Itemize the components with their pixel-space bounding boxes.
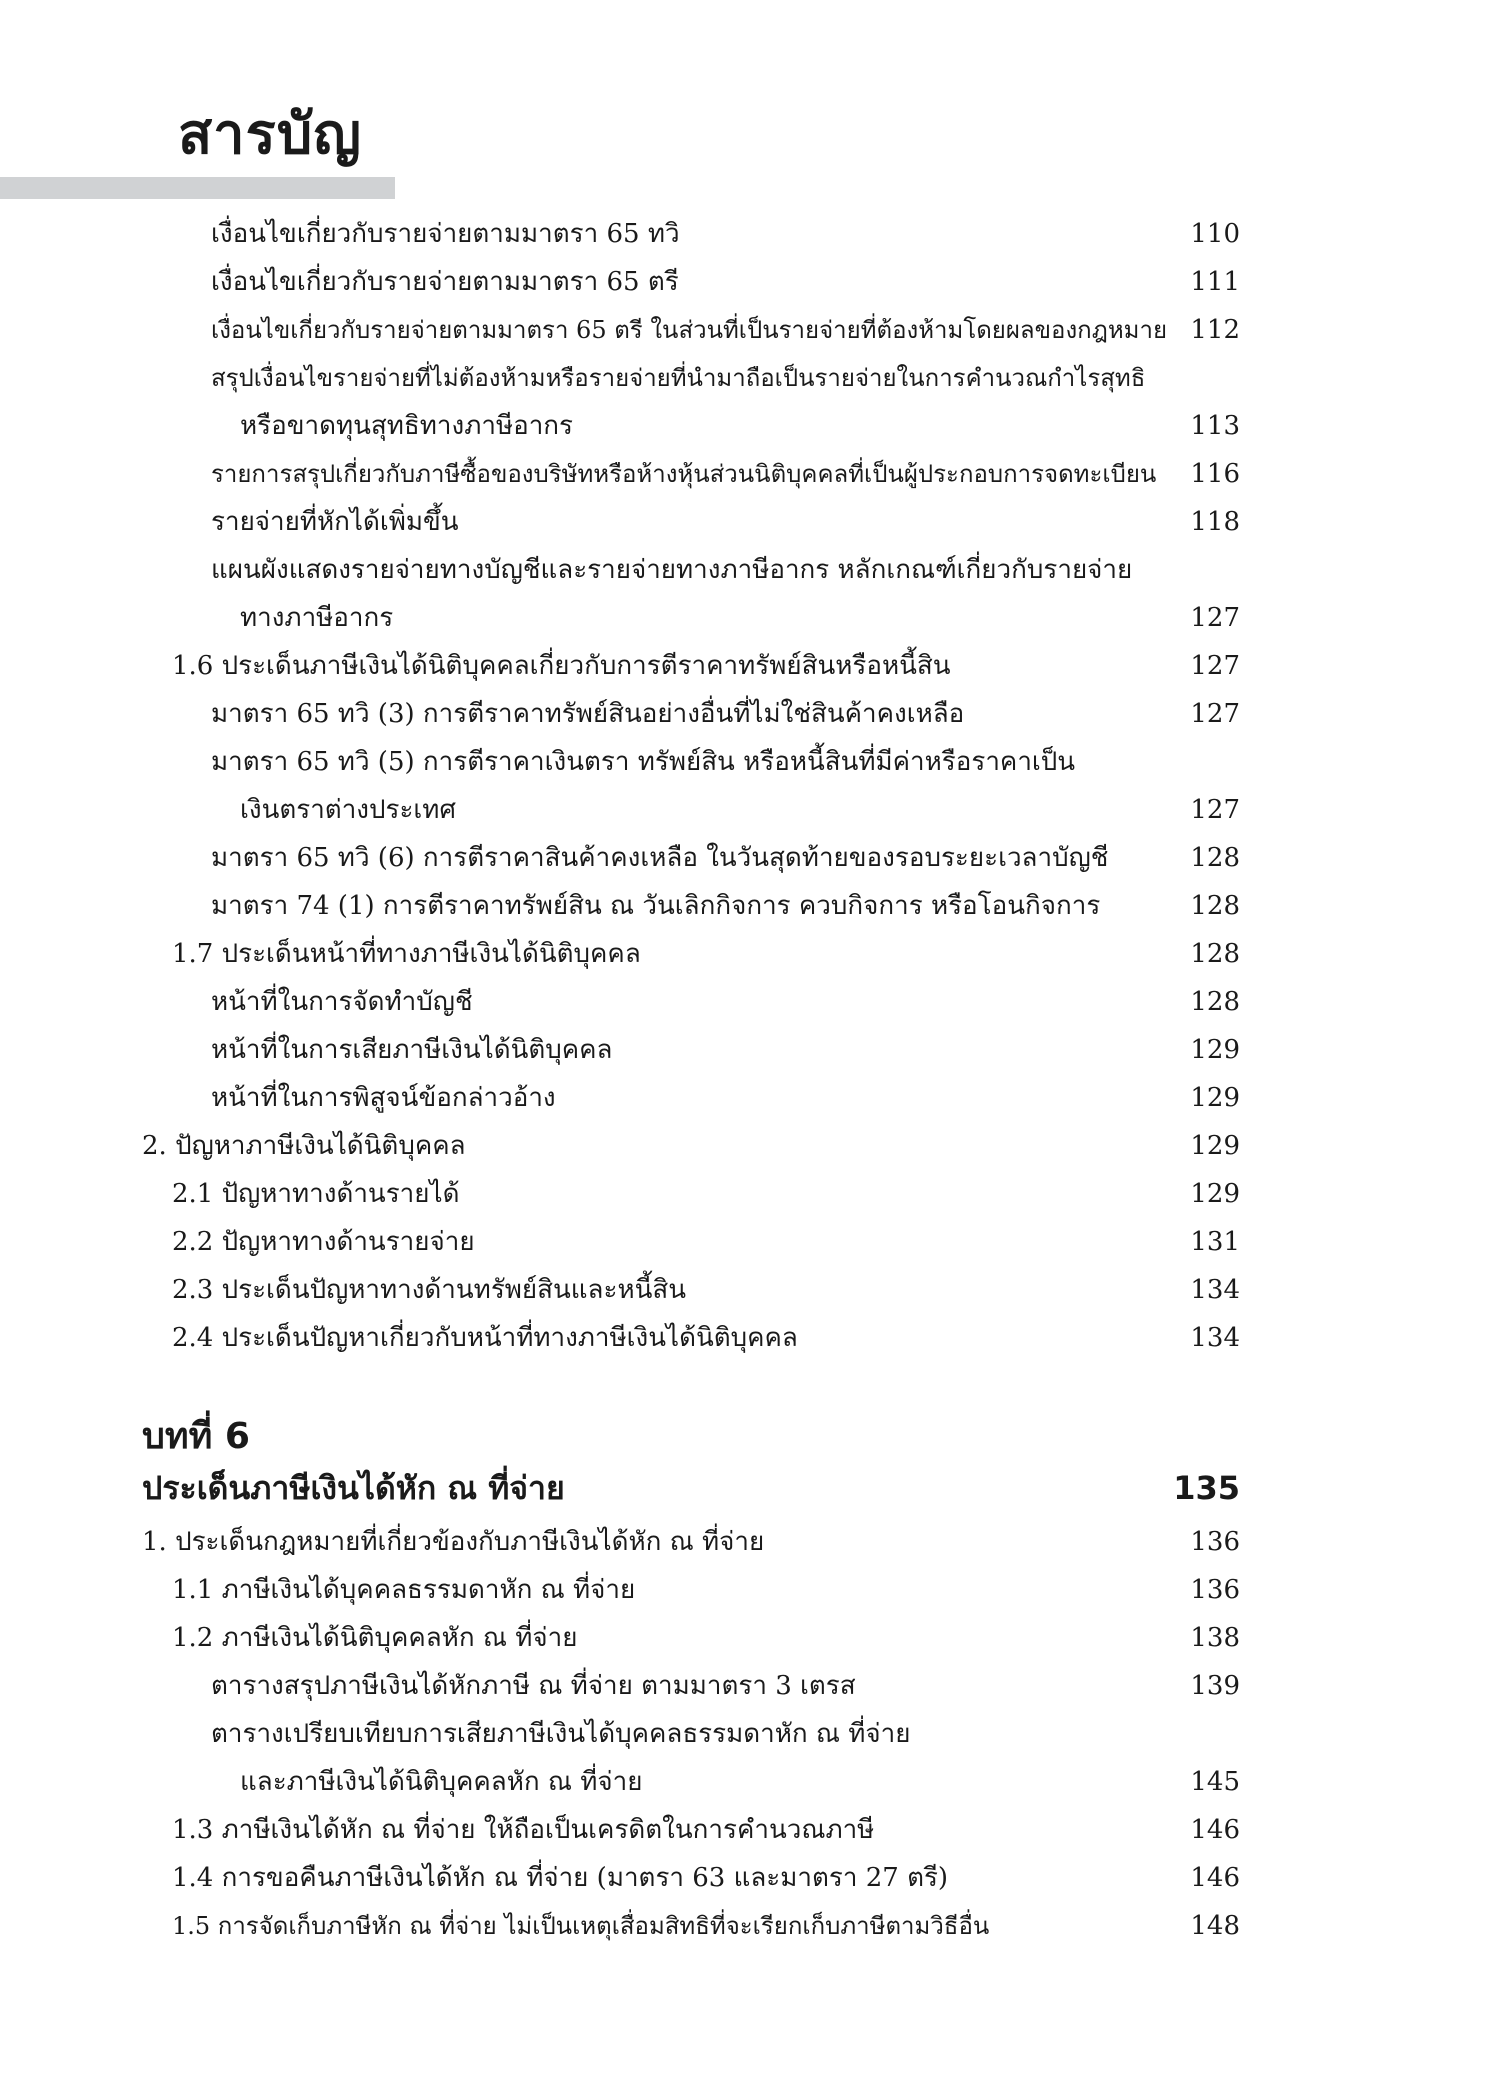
toc-entry-text: เงื่อนไขเกี่ยวกับรายจ่ายตามมาตรา 65 ตรี ในส่วนที่เป็นรายจ่ายที่ต้องห้ามโดยผลของกฎหมาย <box>211 316 1168 344</box>
toc-entry-text: 2.3 ประเด็นปัญหาทางด้านทรัพย์สินและหนี้สิน <box>172 1275 687 1305</box>
toc-entry-page: 111 <box>1190 267 1240 297</box>
toc-entry-page: 146 <box>1190 1863 1240 1893</box>
toc-entry-text: 1.4 การขอคืนภาษีเงินได้หัก ณ ที่จ่าย (มาตรา 63 และมาตรา 27 ตรี) <box>172 1863 949 1893</box>
toc-entry-text: เงื่อนไขเกี่ยวกับรายจ่ายตามมาตรา 65 ทวิ <box>211 219 680 249</box>
toc-entry-text: หน้าที่ในการจัดทำบัญชี <box>211 987 473 1017</box>
toc-entry-text: มาตรา 65 ทวิ (6) การตีราคาสินค้าคงเหลือ ในวันสุดท้ายของรอบระยะเวลาบัญชี <box>211 843 1109 873</box>
toc-entry-page: 136 <box>1190 1575 1240 1605</box>
toc-entry <box>0 1854 1504 1902</box>
toc-entry-text: มาตรา 74 (1) การตีราคาทรัพย์สิน ณ วันเลิกกิจการ ควบกิจการ หรือโอนกิจการ <box>211 891 1101 921</box>
toc-entry-page: 134 <box>1190 1323 1240 1353</box>
toc-entry-text: เงินตราต่างประเทศ <box>240 795 456 825</box>
toc-entry <box>0 1614 1504 1662</box>
toc-entry <box>0 930 1504 978</box>
toc-entry-page: 128 <box>1190 891 1240 921</box>
toc-entry-text: 1.2 ภาษีเงินได้นิติบุคคลหัก ณ ที่จ่าย <box>172 1623 578 1653</box>
toc-entry <box>0 354 1504 402</box>
toc-entry <box>0 690 1504 738</box>
toc-entry <box>0 1518 1504 1566</box>
toc-entry-page: 131 <box>1190 1227 1240 1257</box>
toc-entry <box>0 1662 1504 1710</box>
toc-entry <box>0 1074 1504 1122</box>
toc-entry-page: 128 <box>1190 939 1240 969</box>
toc-entry-page: 110 <box>1190 219 1240 249</box>
toc-entry-page: 148 <box>1190 1911 1240 1941</box>
page-title: สารบัญ <box>178 102 362 167</box>
toc-entry <box>0 882 1504 930</box>
toc-entry-page: 139 <box>1190 1671 1240 1701</box>
toc-entry-text: 1.1 ภาษีเงินได้บุคคลธรรมดาหัก ณ ที่จ่าย <box>172 1575 636 1605</box>
toc-entry-text: ตารางสรุปภาษีเงินได้หักภาษี ณ ที่จ่าย ตามมาตรา 3 เตรส <box>211 1671 856 1701</box>
toc-entry-text: มาตรา 65 ทวิ (3) การตีราคาทรัพย์สินอย่างอื่นที่ไม่ใช่สินค้าคงเหลือ <box>211 699 965 729</box>
toc-entry-text: รายการสรุปเกี่ยวกับภาษีซื้อของบริษัทหรือห้างหุ้นส่วนนิติบุคคลที่เป็นผู้ประกอบการจดทะเบียน <box>211 460 1157 488</box>
toc-entry-page: 138 <box>1190 1623 1240 1653</box>
toc-entry-text: หน้าที่ในการเสียภาษีเงินได้นิติบุคคล <box>211 1035 613 1065</box>
toc-entry <box>0 1314 1504 1362</box>
toc-entry <box>0 1710 1504 1758</box>
chapter-label: บทที่ 6 <box>142 1416 250 1457</box>
toc-entry <box>0 738 1504 786</box>
toc-entry-text: 2.4 ประเด็นปัญหาเกี่ยวกับหน้าที่ทางภาษีเงินได้นิติบุคคล <box>172 1323 798 1353</box>
toc-entry <box>0 1902 1504 1950</box>
toc-entry <box>0 1758 1504 1806</box>
toc-entry <box>0 546 1504 594</box>
toc-entry <box>0 594 1504 642</box>
chapter-heading <box>0 1462 1504 1514</box>
toc-entry-page: 128 <box>1190 987 1240 1017</box>
toc-entry-page: 129 <box>1190 1035 1240 1065</box>
toc-entry-text: 1. ประเด็นกฎหมายที่เกี่ยวข้องกับภาษีเงินได้หัก ณ ที่จ่าย <box>142 1527 765 1557</box>
toc-entry <box>0 642 1504 690</box>
toc-entry-page: 118 <box>1190 507 1240 537</box>
toc-entry-page: 127 <box>1190 651 1240 681</box>
title-underline-bar <box>0 177 395 199</box>
toc-entry-page: 127 <box>1190 699 1240 729</box>
chapter-title: ประเด็นภาษีเงินได้หัก ณ ที่จ่าย <box>142 1469 565 1507</box>
toc-entry-text: ตารางเปรียบเทียบการเสียภาษีเงินได้บุคคลธรรมดาหัก ณ ที่จ่าย <box>211 1719 911 1749</box>
toc-entry <box>0 1218 1504 1266</box>
toc-entry <box>0 306 1504 354</box>
toc-entry <box>0 978 1504 1026</box>
toc-entry-text: 1.6 ประเด็นภาษีเงินได้นิติบุคคลเกี่ยวกับการตีราคาทรัพย์สินหรือหนี้สิน <box>172 651 951 681</box>
toc-entry-text: รายจ่ายที่หักได้เพิ่มขึ้น <box>211 507 459 537</box>
toc-entry <box>0 1122 1504 1170</box>
toc-entry-text: มาตรา 65 ทวิ (5) การตีราคาเงินตรา ทรัพย์สิน หรือหนี้สินที่มีค่าหรือราคาเป็น <box>211 747 1076 777</box>
toc-entry-page: 134 <box>1190 1275 1240 1305</box>
toc-entry-text: 2.1 ปัญหาทางด้านรายได้ <box>172 1179 460 1209</box>
toc-entry-page: 112 <box>1190 315 1240 345</box>
toc-entry <box>0 1266 1504 1314</box>
toc-entry <box>0 1026 1504 1074</box>
toc-entry-page: 127 <box>1190 603 1240 633</box>
toc-entry <box>0 1170 1504 1218</box>
toc-entry-text: ทางภาษีอากร <box>240 603 394 633</box>
toc-entry-page: 146 <box>1190 1815 1240 1845</box>
toc-entry-page: 145 <box>1190 1767 1240 1797</box>
toc-entry-page: 129 <box>1190 1179 1240 1209</box>
toc-entry-text: และภาษีเงินได้นิติบุคคลหัก ณ ที่จ่าย <box>240 1767 643 1797</box>
chapter-page: 135 <box>1173 1469 1240 1507</box>
toc-entry-text: สรุปเงื่อนไขรายจ่ายที่ไม่ต้องห้ามหรือรายจ่ายที่นำมาถือเป็นรายจ่ายในการคำนวณกำไรสุทธิ <box>211 364 1146 392</box>
toc-entry-text: หรือขาดทุนสุทธิทางภาษีอากร <box>240 411 573 441</box>
toc-entry-text: 1.3 ภาษีเงินได้หัก ณ ที่จ่าย ให้ถือเป็นเครดิตในการคำนวณภาษี <box>172 1815 875 1845</box>
toc-entry-page: 116 <box>1190 459 1240 489</box>
toc-entry-text: 2. ปัญหาภาษีเงินได้นิติบุคคล <box>142 1131 466 1161</box>
toc-entry-page: 127 <box>1190 795 1240 825</box>
toc-entry-page: 129 <box>1190 1083 1240 1113</box>
toc-entry-text: 1.7 ประเด็นหน้าที่ทางภาษีเงินได้นิติบุคคล <box>172 939 641 969</box>
toc-entry <box>0 1806 1504 1854</box>
toc-entry <box>0 450 1504 498</box>
toc-entry-page: 129 <box>1190 1131 1240 1161</box>
toc-entry-text: 2.2 ปัญหาทางด้านรายจ่าย <box>172 1227 475 1257</box>
toc-entry <box>0 258 1504 306</box>
toc-entry-text: แผนผังแสดงรายจ่ายทางบัญชีและรายจ่ายทางภาษีอากร หลักเกณฑ์เกี่ยวกับรายจ่าย <box>211 555 1133 585</box>
toc-entry <box>0 402 1504 450</box>
toc-entry <box>0 498 1504 546</box>
toc-entry-page: 128 <box>1190 843 1240 873</box>
toc-entry <box>0 834 1504 882</box>
toc-entry-page: 136 <box>1190 1527 1240 1557</box>
toc-entry <box>0 1566 1504 1614</box>
toc-entry-page: 113 <box>1190 411 1240 441</box>
toc-entry-text: 1.5 การจัดเก็บภาษีหัก ณ ที่จ่าย ไม่เป็นเหตุเสื่อมสิทธิที่จะเรียกเก็บภาษีตามวิธีอื่น <box>172 1912 990 1940</box>
toc-entry <box>0 210 1504 258</box>
toc-entry-text: หน้าที่ในการพิสูจน์ข้อกล่าวอ้าง <box>211 1083 556 1113</box>
toc-entry-text: เงื่อนไขเกี่ยวกับรายจ่ายตามมาตรา 65 ตรี <box>211 267 679 297</box>
toc-entry <box>0 786 1504 834</box>
